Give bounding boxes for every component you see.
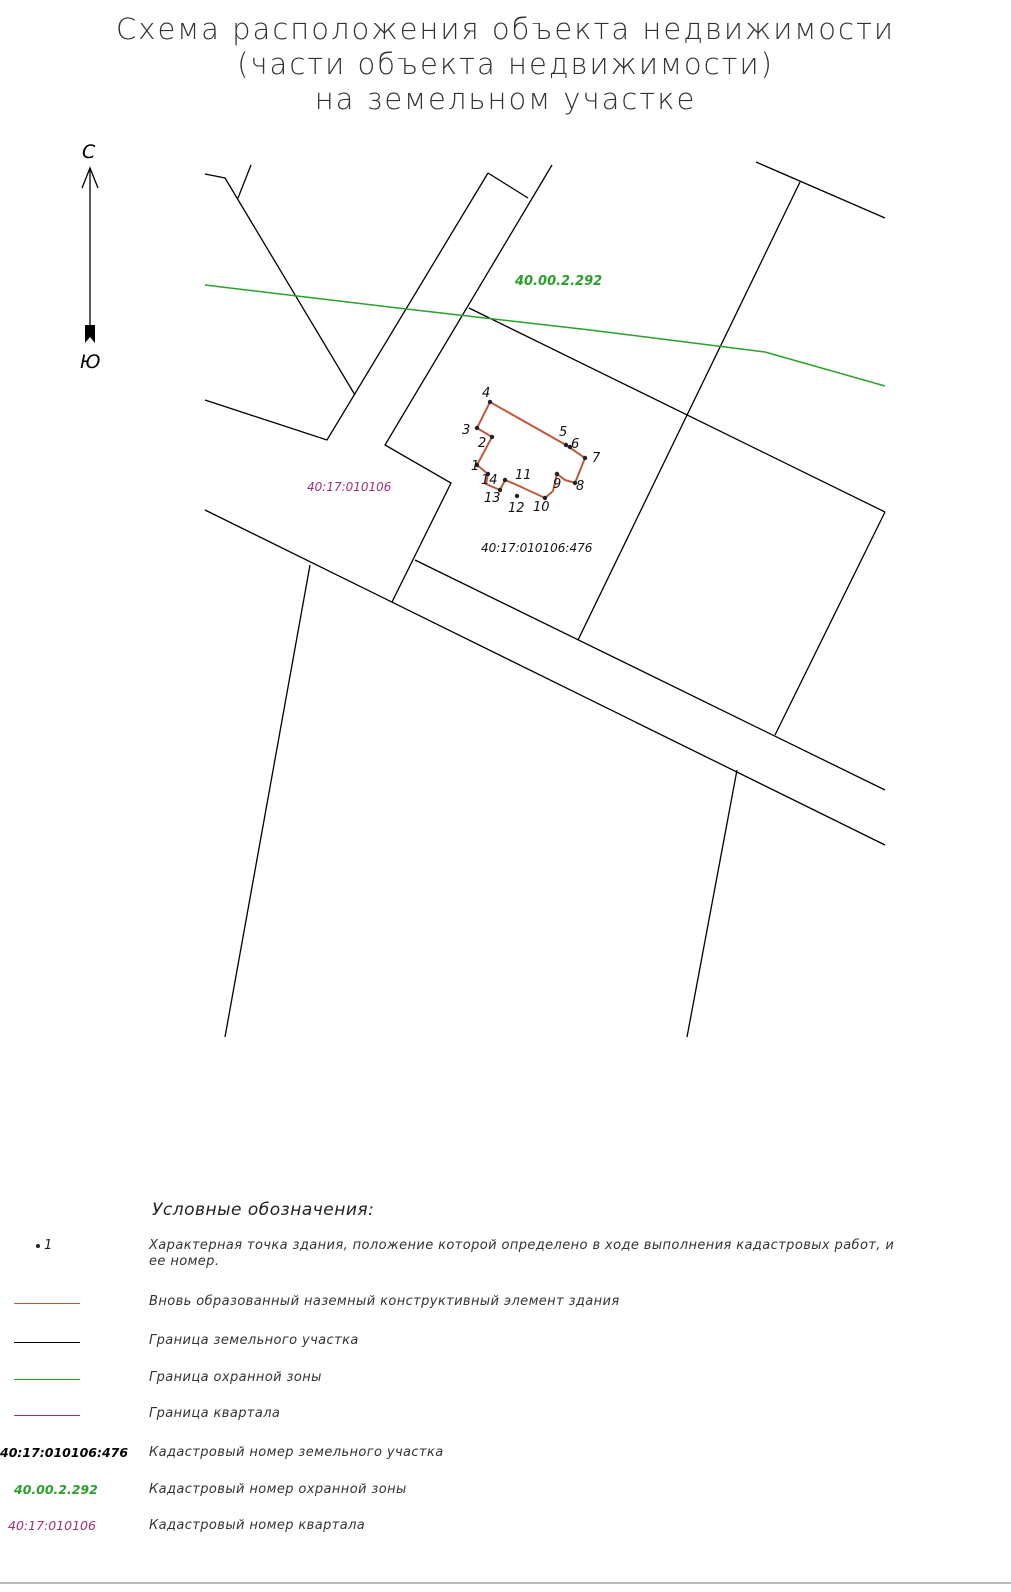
legend-symbol xyxy=(0,1482,140,1502)
building-point xyxy=(583,456,587,460)
point-label: 9 xyxy=(553,477,562,492)
boundary-line xyxy=(415,560,885,790)
legend-item-building xyxy=(0,1294,1011,1326)
point-label: 7 xyxy=(592,451,601,466)
building-point xyxy=(475,426,479,430)
legend-title: Условные обозначения: xyxy=(152,1200,375,1220)
boundary-line xyxy=(578,182,800,640)
legend-item-quarter-boundary xyxy=(0,1406,1011,1438)
legend-symbol xyxy=(0,1445,140,1465)
point-label: 1 xyxy=(471,459,480,474)
legend-symbol xyxy=(0,1294,140,1314)
legend-symbol xyxy=(0,1518,140,1538)
line-icon xyxy=(14,1342,80,1343)
line-icon xyxy=(14,1303,80,1304)
boundary-line xyxy=(225,565,310,1037)
boundary-line xyxy=(205,174,355,395)
quarter-code-label: 40:17:010106 xyxy=(307,480,392,494)
line-icon xyxy=(14,1415,80,1416)
legend-symbol xyxy=(0,1406,140,1426)
building-point xyxy=(503,478,507,482)
title-line-3: на земельном участке xyxy=(314,82,697,116)
boundary-line xyxy=(687,770,737,1037)
legend-text: Граница квартала xyxy=(149,1406,281,1421)
legend-item-parcel-boundary xyxy=(0,1333,1011,1365)
point-label: 8 xyxy=(576,479,585,494)
legend-text: Граница земельного участка xyxy=(149,1333,359,1348)
building-point xyxy=(555,472,559,476)
north-label: С xyxy=(82,141,96,163)
south-label: Ю xyxy=(80,351,101,373)
boundary-line xyxy=(775,512,885,735)
legend-code: 40:17:010106:476 xyxy=(0,1445,129,1460)
building-point xyxy=(564,443,568,447)
page-bottom-rule xyxy=(0,1582,1011,1584)
title-line-1: Схема расположения объекта недвижимости xyxy=(116,12,895,46)
point-label: 4 xyxy=(482,386,491,401)
protection-zone-boundary xyxy=(205,285,885,386)
north-arrow xyxy=(80,141,101,373)
point-label: 13 xyxy=(484,491,501,506)
legend-symbol xyxy=(0,1333,140,1353)
title-line-2: (части объекта недвижимости) xyxy=(237,47,774,81)
line-icon xyxy=(14,1379,80,1380)
legend-item-zone-boundary xyxy=(0,1370,1011,1402)
legend-symbol xyxy=(0,1370,140,1390)
point-icon xyxy=(36,1244,40,1248)
point-labels xyxy=(462,386,601,516)
building-point xyxy=(490,435,494,439)
legend-item-quarter-code xyxy=(0,1518,1011,1550)
boundary-line xyxy=(238,165,251,198)
legend-code: 40.00.2.292 xyxy=(14,1482,98,1497)
boundary-line xyxy=(205,173,491,440)
legend-text: Кадастровый номер земельного участка xyxy=(149,1445,444,1460)
point-label: 6 xyxy=(571,437,580,452)
legend-item-parcel-code xyxy=(0,1445,1011,1477)
zone-code-label: 40.00.2.292 xyxy=(515,274,603,289)
legend-item-zone-code xyxy=(0,1482,1011,1514)
boundary-line xyxy=(205,510,885,845)
point-label: 11 xyxy=(515,468,532,483)
point-label: 14 xyxy=(481,473,498,488)
legend-point-number: 1 xyxy=(44,1238,53,1253)
parcel-boundaries xyxy=(205,162,885,1037)
point-label: 3 xyxy=(462,423,471,438)
legend-text: Характерная точка здания, положение которой определено в ходе выполнения кадастровых работ, и ее номер. xyxy=(149,1238,895,1269)
legend-text: Граница охранной зоны xyxy=(149,1370,322,1385)
boundary-line xyxy=(385,165,552,602)
building-point xyxy=(515,494,519,498)
boundary-line xyxy=(488,173,528,198)
point-label: 12 xyxy=(508,501,525,516)
boundary-line xyxy=(756,162,885,218)
legend-item-point xyxy=(0,1238,1011,1270)
point-label: 5 xyxy=(559,425,568,440)
point-label: 10 xyxy=(533,500,550,515)
legend-text: Вновь образованный наземный конструктивный элемент здания xyxy=(149,1294,620,1309)
legend-symbol xyxy=(0,1238,140,1258)
point-label: 2 xyxy=(478,436,487,451)
legend-text: Кадастровый номер охранной зоны xyxy=(149,1482,407,1497)
parcel-code-label: 40:17:010106:476 xyxy=(481,541,593,555)
south-arrow-icon xyxy=(85,325,95,343)
legend-code: 40:17:010106 xyxy=(8,1518,96,1533)
legend-text: Кадастровый номер квартала xyxy=(149,1518,366,1533)
